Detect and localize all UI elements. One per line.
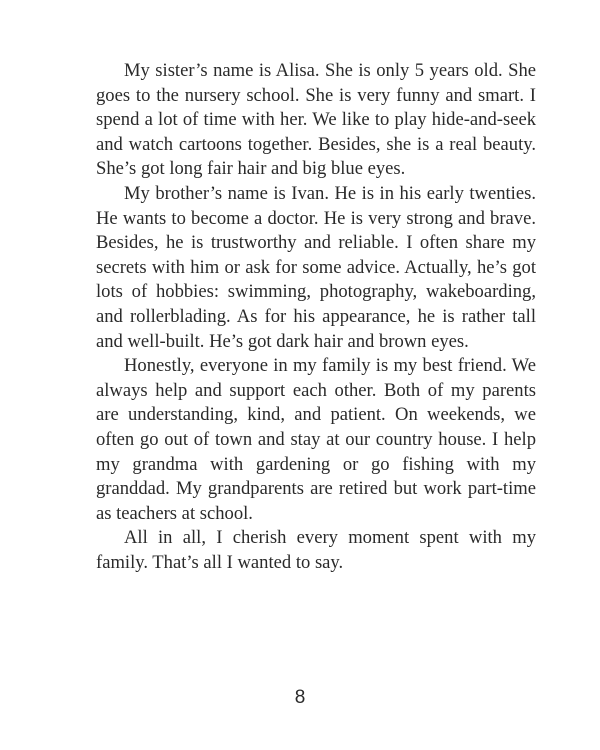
paragraph-conclusion: All in all, I cherish every moment spent with my family. That’s all I wanted to say. <box>96 527 536 573</box>
paragraph-sister: My sister’s name is Alisa. She is only 5 years old. She goes to the nursery school. She is very funny and smart. I spend a lot of time with her. We like to play hide-and-seek and watch cartoons together. Besides, she is a real beauty. She’s got long fair hair and big blue eyes. <box>96 60 536 180</box>
page-body <box>96 59 536 575</box>
paragraph-family: Honestly, everyone in my family is my best friend. We always help and support each other. Both of my parents are understanding, kind, and patient. On weekends, we often go out of town and stay at our country house. I help my grandma with gardening or go fishing with my granddad. My grandparents are retired but work part-time as teachers at school. <box>96 355 536 524</box>
paragraph-brother: My brother’s name is Ivan. He is in his early twenties. He wants to become a doctor. He is very strong and brave. Besides, he is trustworthy and reliable. I often share my secrets with him or ask for some advice. Actually, he’s got lots of hobbies: swimming, photography, wakeboarding, and rollerblading. As for his appearance, he is rather tall and well-built. He’s got dark hair and brown eyes. <box>96 182 536 352</box>
page-number: 8 <box>294 687 306 708</box>
